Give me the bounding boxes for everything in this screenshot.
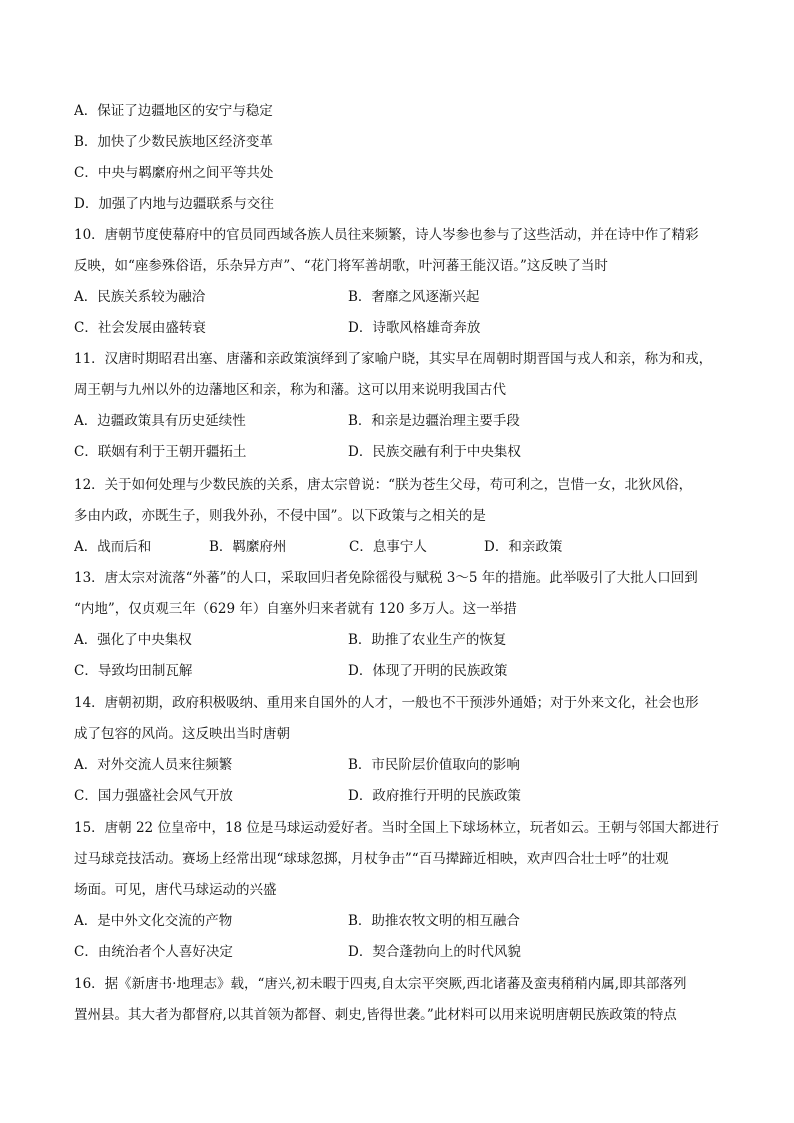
q14-stem-line2: 成了包容的风尚。这反映出当时唐朝 [74,726,290,742]
q10-stem-line1: 10．唐朝节度使幕府中的官员同西域各族人员往来频繁，诗人岑参也参与了这些活动，并在诗中作了精彩 [74,227,699,243]
q13-options-row2 [74,661,734,681]
q14-option-d: D．政府推行开明的民族政策 [348,788,521,804]
q12-option-a: A．战而后和 [74,539,152,555]
q14-options-row1 [74,755,734,775]
q15-stem-line2: 过马球竞技活动。赛场上经常出现“球球忽掷，月杖争击”“百马撵蹄近相映，欢声四合壮士呼”的壮观 [74,851,669,867]
q14-stem-line1: 14．唐朝初期，政府积极吸纳、重用来自国外的人才，一般也不干预涉外通婚；对于外来文化，社会也形 [74,695,699,711]
q13-stem-line1: 13．唐太宗对流落“外蕃”的人口，采取回归者免除徭役与赋税 3～5 年的措施。此举吸引了大批人口回到 [74,570,698,586]
q13-option-d: D．体现了开明的民族政策 [348,663,508,679]
q15-options-row2 [74,942,734,962]
q10-options-row1 [74,287,734,307]
q11-option-b: B．和亲是边疆治理主要手段 [348,413,520,429]
q15-options-row1 [74,911,734,931]
q9-option-d: D．加强了内地与边疆联系与交往 [74,196,274,212]
q12-options-row [74,537,734,557]
q15-option-d: D．契合蓬勃向上的时代风貌 [348,944,521,960]
q10-stem-line2: 反映，如“座参殊俗语，乐杂异方声”、“花门将军善胡歌，叶河蕃王能汉语。”这反映了当时 [74,258,608,274]
q11-stem-line1: 11．汉唐时期昭君出塞、唐藩和亲政策演绎到了家喻户晓，其实早在周朝时期晋国与戎人和亲，称为和戎， [74,351,713,367]
q13-option-c: C．导致均田制瓦解 [74,663,193,679]
q16-stem-line1: 16．据《新唐书·地理志》载，“唐兴,初未暇于四夷,自太宗平突厥,西北诸蕃及蛮夷稍稍内属,即其部落列 [74,976,687,992]
q15-stem-line1: 15．唐朝 22 位皇帝中，18 位是马球运动爱好者。当时全国上下球场林立，玩者如云。王朝与邻国大都进行 [74,820,719,836]
q14-option-c: C．国力强盛社会风气开放 [74,788,233,804]
q15-stem-line3: 场面。可见，唐代马球运动的兴盛 [74,882,277,898]
q14-options-row2 [74,786,734,806]
q12-stem-line2: 多由内政，亦既生子，则我外孙，不侵中国”。以下政策与之相关的是 [74,508,486,524]
q11-options-row1 [74,411,734,431]
q15-option-a: A．是中外文化交流的产物 [74,913,233,929]
q11-stem-line2: 周王朝与九州以外的边藩地区和亲，称为和藩。这可以用来说明我国古代 [74,382,506,398]
q14-option-b: B．市民阶层价值取向的影响 [348,757,520,773]
q16-stem-line2: 置州县。其大者为都督府,以其首领为都督、刺史,皆得世袭。”此材料可以用来说明唐朝民族政策的特点 [74,1007,677,1023]
q9-option-b: B．加快了少数民族地区经济变革 [74,134,273,150]
q9-option-c: C．中央与羁縻府州之间平等共处 [74,165,274,181]
q13-option-a: A．强化了中央集权 [74,632,192,648]
q11-option-c: C．联姻有利于王朝开疆拓土 [74,444,247,460]
q13-stem-line2: “内地”，仅贞观三年（629 年）自塞外归来者就有 120 多万人。这一举措 [74,601,517,617]
q15-option-c: C．由统治者个人喜好决定 [74,944,233,960]
q13-options-row1 [74,630,734,650]
q9-option-a: A．保证了边疆地区的安宁与稳定 [74,103,273,119]
q13-option-b: B．助推了农业生产的恢复 [348,632,507,648]
q12-option-c: C．息事宁人 [349,539,427,555]
q10-options-row2 [74,318,734,338]
q10-option-d: D．诗歌风格雄奇奔放 [348,320,481,336]
q11-option-d: D．民族交融有利于中央集权 [348,444,521,460]
q11-option-a: A．边疆政策具有历史延续性 [74,413,246,429]
q12-stem-line1: 12．关于如何处理与少数民族的关系，唐太宗曾说：“朕为苍生父母，苟可利之，岂惜一女，北狄风俗， [74,477,693,493]
q10-option-a: A．民族关系较为融洽 [74,289,206,305]
q10-option-b: B．奢靡之风逐渐兴起 [348,289,480,305]
q12-option-b: B．羁縻府州 [209,539,287,555]
q14-option-a: A．对外交流人员来往频繁 [74,757,233,773]
q15-option-b: B．助推农牧文明的相互融合 [348,913,520,929]
q12-option-d: D．和亲政策 [484,539,563,555]
q10-option-c: C．社会发展由盛转衰 [74,320,206,336]
q11-options-row2 [74,442,734,462]
